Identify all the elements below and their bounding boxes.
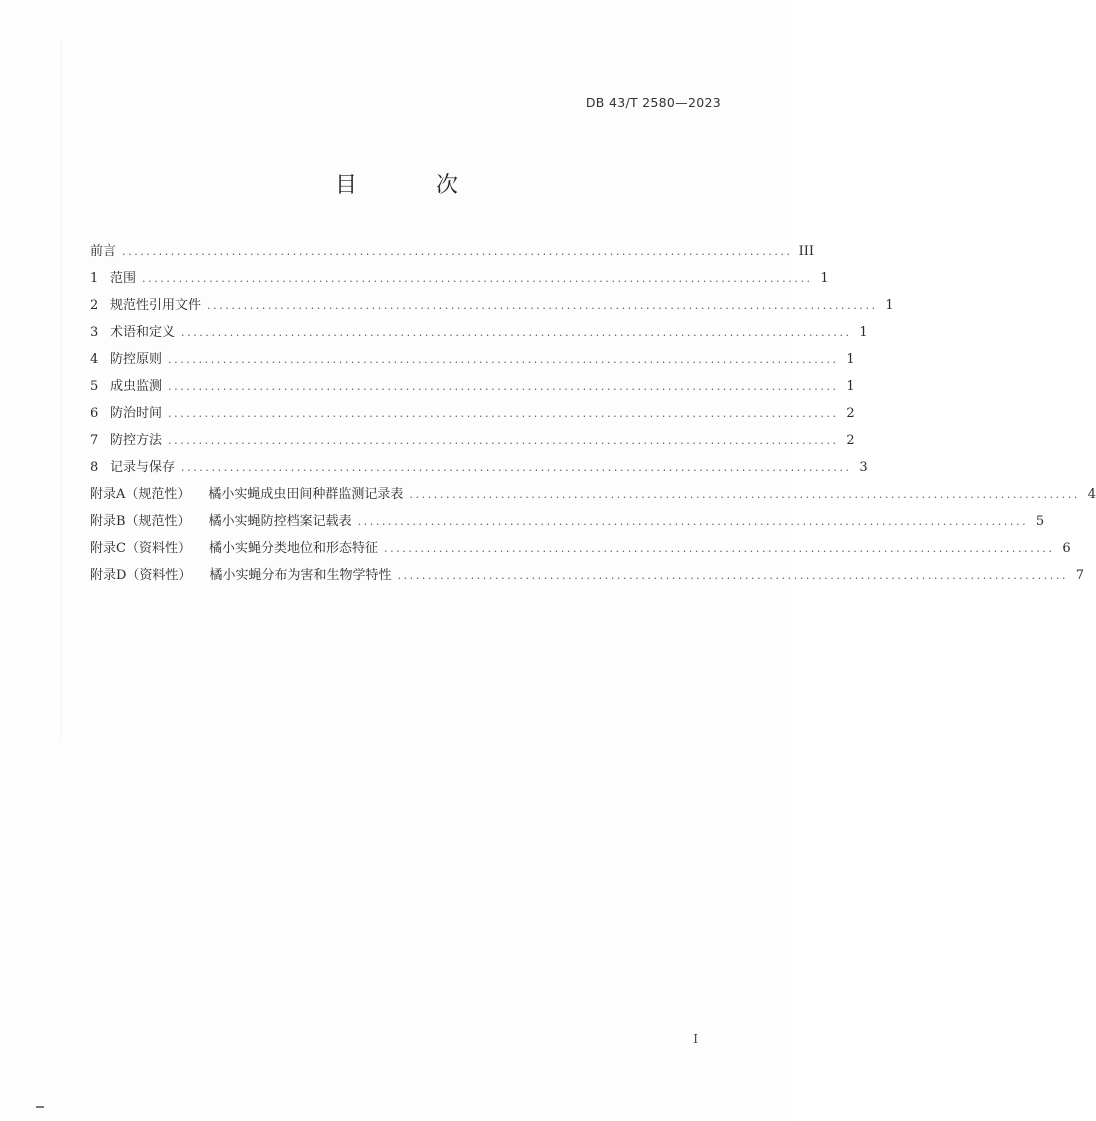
toc-leader-dots: .............................................................................................................. <box>181 326 852 339</box>
toc-entry-page: 1 <box>859 325 868 340</box>
toc-leader-dots: .............................................................................................................. <box>168 353 839 366</box>
toc-entry-label: 范围 <box>110 271 137 286</box>
toc-leader-dots: .............................................................................................................. <box>122 245 793 258</box>
toc-appendix-entry[interactable] <box>90 481 1096 508</box>
toc-entry[interactable] <box>90 265 829 292</box>
toc-appendix-entry[interactable] <box>90 508 1045 535</box>
toc-leader-dots: .............................................................................................................. <box>383 542 1055 555</box>
toc-entry-number: 4 <box>90 352 99 367</box>
toc-entry[interactable] <box>90 373 855 400</box>
table-of-contents <box>90 238 1096 589</box>
toc-leader-dots: .............................................................................................................. <box>168 380 839 393</box>
scan-corner-mark <box>36 1106 44 1108</box>
appendix-name: 附录C（资料性） <box>90 541 191 556</box>
document-code: DB 43/T 2580—2023 <box>585 95 721 110</box>
toc-entry-page: 3 <box>859 460 868 475</box>
toc-entry[interactable] <box>90 454 868 481</box>
toc-leader-dots: .............................................................................................................. <box>409 488 1081 501</box>
toc-entry-number: 1 <box>90 271 99 286</box>
toc-entry-page: 1 <box>820 271 829 286</box>
appendix-name: 附录D（资料性） <box>90 568 192 583</box>
appendix-title: 橘小实蝇分布为害和生物学特性 <box>209 568 392 583</box>
toc-entry-page: 4 <box>1087 487 1096 502</box>
toc-leader-dots: .............................................................................................................. <box>357 515 1029 528</box>
appendix-name: 附录B（规范性） <box>90 514 191 529</box>
toc-entry-number: 2 <box>90 298 99 313</box>
toc-entry-label: 术语和定义 <box>110 325 176 340</box>
toc-leader-dots: .............................................................................................................. <box>181 461 852 474</box>
appendix-title: 橘小实蝇防控档案记载表 <box>208 514 352 529</box>
toc-entry-number: 3 <box>90 325 99 340</box>
toc-leader-dots: .............................................................................................................. <box>397 569 1069 582</box>
toc-entry[interactable] <box>90 400 855 427</box>
toc-entry[interactable] <box>90 319 868 346</box>
toc-entry-number: 5 <box>90 379 99 394</box>
toc-entry[interactable] <box>90 238 815 265</box>
appendix-name: 附录A（规范性） <box>90 487 191 502</box>
appendix-title: 橘小实蝇成虫田间种群监测记录表 <box>208 487 404 502</box>
toc-entry-page: 2 <box>846 433 855 448</box>
toc-entry-number: 8 <box>90 460 99 475</box>
toc-leader-dots: .............................................................................................................. <box>168 434 839 447</box>
appendix-title: 橘小实蝇分类地位和形态特征 <box>208 541 378 556</box>
toc-entry-number: 6 <box>90 406 99 421</box>
toc-entry-page: 5 <box>1035 514 1045 529</box>
toc-entry-label: 成虫监测 <box>110 379 163 394</box>
toc-entry-label: 规范性引用文件 <box>110 298 202 313</box>
toc-entry[interactable] <box>90 346 855 373</box>
toc-entry-label: 防控方法 <box>110 433 163 448</box>
toc-entry-page: 7 <box>1075 568 1085 583</box>
toc-appendix-entry[interactable] <box>90 535 1071 562</box>
toc-entry-number: 7 <box>90 433 99 448</box>
toc-entry-page: 1 <box>885 298 894 313</box>
toc-entry-page: III <box>798 244 815 259</box>
toc-entry[interactable] <box>90 292 894 319</box>
toc-entry[interactable] <box>90 427 855 454</box>
toc-entry-page: 1 <box>846 352 855 367</box>
page-title: 目 次 <box>335 173 494 198</box>
toc-entry-page: 1 <box>846 379 855 394</box>
toc-leader-dots: .............................................................................................................. <box>168 407 839 420</box>
toc-entry-label: 防治时间 <box>110 406 163 421</box>
toc-entry-label: 前言 <box>90 244 117 259</box>
toc-entry-page: 2 <box>846 406 855 421</box>
toc-entry-page: 6 <box>1062 541 1071 556</box>
toc-appendix-entry[interactable] <box>90 562 1085 589</box>
toc-entry-label: 记录与保存 <box>110 460 176 475</box>
toc-entry-label: 防控原则 <box>110 352 163 367</box>
toc-leader-dots: .............................................................................................................. <box>142 272 813 285</box>
toc-leader-dots: .............................................................................................................. <box>207 299 878 312</box>
scan-edge <box>60 40 63 740</box>
page-number: I <box>693 1032 698 1046</box>
